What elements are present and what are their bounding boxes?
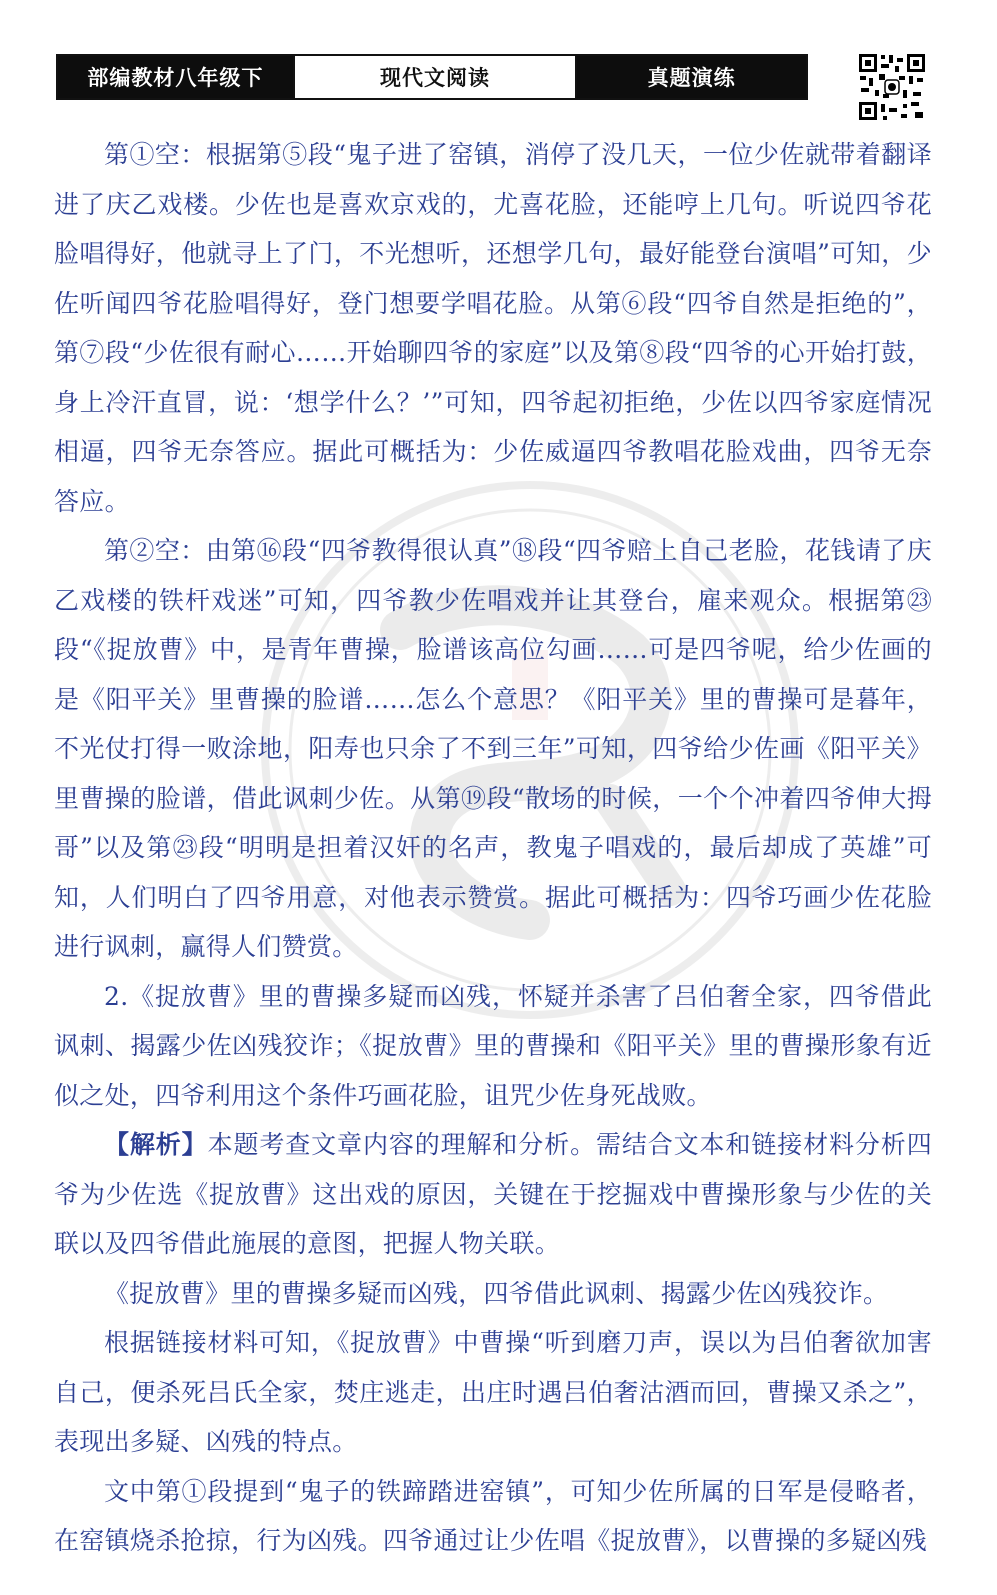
paragraph-analysis — [54, 1120, 932, 1269]
paragraph-blank-2: 第②空：由第⑯段“四爷教得很认真”⑱段“四爷赔上自己老脸，花钱请了庆乙戏楼的铁杆戏迷”可知，四爷教少佐唱戏并让其登台，雇来观众。根据第㉓段“《捉放曹》中，是青年曹操，脸谱该高位勾画……可是四爷呢，给少佐画的是《阳平关》里曹操的脸谱……怎么个意思？《阳平关》里的曹操可是暮年，不光仗打得一败涂地，阳寿也只余了不到三年”可知，四爷给少佐画《阳平关》里曹操的脸谱，借此讽刺少佐。从第⑲段“散场的时候，一个个冲着四爷伸大拇哥”以及第㉓段“明明是担着汉奸的名声，教鬼子唱戏的，最后却成了英雄”可知，人们明白了四爷用意，对他表示赞赏。据此可概括为：四爷巧画少佐花脸进行讽刺，赢得人们赞赏。 — [54, 536, 932, 961]
qr-code-icon — [857, 52, 927, 122]
paragraph-blank-1: 第①空：根据第⑤段“鬼子进了窑镇，消停了没几天，一位少佐就带着翻译进了庆乙戏楼。少佐也是喜欢京戏的，尤喜花脸，还能哼上几句。听说四爷花脸唱得好，他就寻上了门，不光想听，还想学几句，最好能登台演唱”可知，少佐听闻四爷花脸唱得好，登门想要学唱花脸。从第⑥段“四爷自然是拒绝的”，第⑦段“少佐很有耐心……开始聊四爷的家庭”以及第⑧段“四爷的心开始打鼓，身上冷汗直冒，说：‘想学什么？’”可知，四爷起初拒绝，少佐以四爷家庭情况相逼，四爷无奈答应。据此可概括为：少佐威逼四爷教唱花脸戏曲，四爷无奈答应。 — [54, 140, 932, 516]
header-textbook-label: 部编教材八年级下 — [58, 56, 293, 98]
page-header — [56, 54, 808, 100]
paragraph-link-material: 根据链接材料可知，《捉放曹》中曹操“听到磨刀声，误以为吕伯奢欲加害自己，便杀死吕氏全家，焚庄逃走，出庄时遇吕伯奢沽酒而回，曹操又杀之”，表现出多疑、凶残的特点。 — [54, 1328, 932, 1456]
header-section-label: 现代文阅读 — [293, 56, 577, 98]
analysis-text: 本题考查文章内容的理解和分析。需结合文本和链接材料分析四爷为少佐选《捉放曹》这出戏的原因，关键在于挖掘戏中曹操形象与少佐的关联以及四爷借此施展的意图，把握人物关联。 — [54, 1130, 932, 1258]
paragraph-text-analysis: 文中第①段提到“鬼子的铁蹄踏进窑镇”，可知少佐所属的日军是侵略者，在窑镇烧杀抢掠，行为凶残。四爷通过让少佐唱《捉放曹》，以曹操的多疑凶残 — [54, 1476, 932, 1555]
header-practice-label: 真题演练 — [577, 56, 806, 98]
paragraph-summary: 《捉放曹》里的曹操多疑而凶残，四爷借此讽刺、揭露少佐凶残狡诈。 — [104, 1278, 889, 1308]
paragraph-answer-2: 2.《捉放曹》里的曹操多疑而凶残，怀疑并杀害了吕伯奢全家，四爷借此讽刺、揭露少佐凶残狡诈；《捉放曹》里的曹操和《阳平关》里的曹操形象有近似之处，四爷利用这个条件巧画花脸，诅咒少佐身死战败。 — [54, 981, 932, 1110]
analysis-tag: 【解析】 — [104, 1130, 208, 1159]
answer-text — [54, 130, 932, 1566]
